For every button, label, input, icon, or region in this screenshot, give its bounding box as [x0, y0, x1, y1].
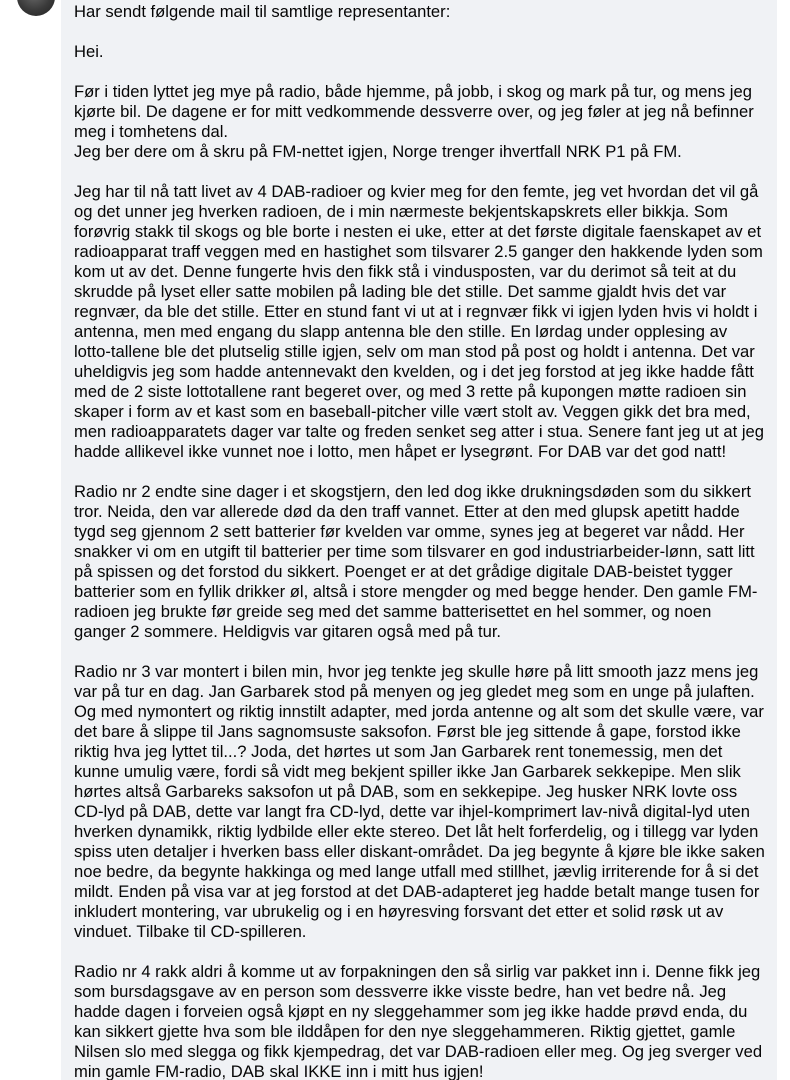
avatar[interactable]	[17, 0, 55, 16]
comment-paragraph: Før i tiden lyttet jeg mye på radio, både hjemme, på jobb, i skog og mark på tur, og mens jeg kjørte bil. De dagene er for mitt vedkommende dessverre over, og jeg føler at jeg nå befinner meg i tomhetens dal. Jeg ber dere om å skru på FM-nettet igjen, Norge trenger ihvertfall NRK P1 på FM.	[74, 82, 754, 161]
comment-paragraph-intro: Har sendt følgende mail til samtlige representanter:	[74, 2, 451, 21]
comment-bubble	[61, 0, 777, 1080]
comment-paragraph: Radio nr 2 endte sine dager i et skogstjern, den led dog ikke drukningsdøden som du sikkert tror. Neida, den var allerede død da den traff vannet. Etter at den med glupsk apetitt hadde tygd seg gjennom 2 sett batterier før kvelden var omme, synes jeg at begeret var nådd. Her snakker vi om en utgift til batterier per time som tilsvarer en god industriarbeider-lønn, satt litt på spissen og det forstod du sikkert. Poenget er at det grådige digitale DAB-beistet tygger batterier som en fyllik drikker øl, altså i store mengder og med begge hender. Den gamle FM-radioen jeg brukte før greide seg med det samme batterisettet en hel sommer, og noen ganger 2 sommere. Heldigvis var gitaren også med på tur.	[74, 482, 758, 641]
comment-paragraph: Radio nr 4 rakk aldri å komme ut av forpakningen den så sirlig var pakket inn i. Denne fikk jeg som bursdagsgave av en person som dessverre ikke visste bedre, han vet bedre nå. Jeg hadde dagen i forveien også kjøpt en ny sleggehammer som jeg ikke hadde prøvd enda, du kan sikkert gjette hva som ble ilddåpen for den nye sleggehammeren. Riktig gjettet, gamle Nilsen slo med slegga og fikk kjempedrag, det var DAB-radioen eller meg. Og jeg sverger ved min gamle FM-radio, DAB skal IKKE inn i mitt hus igjen!	[74, 962, 763, 1080]
comment-paragraph: Jeg har til nå tatt livet av 4 DAB-radioer og kvier meg for den femte, jeg vet hvordan det vil gå og det unner jeg hverken radioen, de i min nærmeste bekjentskapskrets eller bikkja. Som forøvrig stakk til skogs og ble borte i nesten ei uke, etter at det første digitale faenskapet av et radioapparat traff veggen med en hastighet som tilsvarer 2.5 ganger den hakkende lyden som kom ut av det. Denne fungerte hvis den fikk stå i vindusposten, var du derimot så teit at du skrudde på lyset eller satte mobilen på lading ble det stille. Det samme gjaldt hvis det var regnvær, da ble det stille. Etter en stund fant vi ut at i regnvær fikk vi igjen lyden hvis vi holdt i antenna, men med engang du slapp antenna ble den stille. En lørdag under opplesing av lotto-tallene ble det plutselig stille igjen, selv om man stod på post og holdt i antenna. Det var uheldigvis jeg som hadde antennevakt den kvelden, og i det jeg forstod at jeg ikke hadde fått med de 2 siste lottotallene rant begeret over, og med 3 rette på kupongen møtte radioen sin skaper i form av et kast som en baseball-pitcher ville vært stolt av. Veggen gikk det bra med, men radioapparatets dager var talte og freden senket seg atter i stua. Senere fant jeg ut at jeg hadde allikevel ikke vunnet noe i lotto, men håpet er lysegrønt. For DAB var det god natt!	[74, 182, 764, 461]
comment-paragraph: Radio nr 3 var montert i bilen min, hvor jeg tenkte jeg skulle høre på litt smooth jazz mens jeg var på tur en dag. Jan Garbarek stod på menyen og jeg gledet meg som en unge på julaften. Og med nymontert og riktig innstilt adapter, med jorda antenne og alt som det skulle være, var det bare å slippe til Jans sagnomsuste saksofon. Først ble jeg sittende å gape, forstod ikke riktig hva jeg lyttet til...? Joda, det hørtes ut som Jan Garbarek rent tonemessig, men det kunne umulig være, fordi så vidt meg bekjent spiller ikke Jan Garbarek sekkepipe. Men slik hørtes altså Garbareks saksofon ut på DAB, som en sekkepipe. Jeg husker NRK lovte oss CD-lyd på DAB, dette var langt fra CD-lyd, dette var ihjel-komprimert lav-nivå digital-lyd uten hverken dynamikk, riktig lydbilde eller ekte stereo. Det låt helt forferdelig, og i tillegg var lyden spiss uten detaljer i hverken bass eller diskant-området. Da jeg begynte å kjøre ble ikke saken noe bedre, da begynte hakkinga og med lange utfall med stillhet, jævlig irriterende for å si det mildt. Enden på visa var at jeg forstod at det DAB-adapteret jeg hadde betalt mange tusen for inkludert montering, var ubrukelig og i en høyresving forsvant det etter et solid røsk ut av vinduet. Tilbake til CD-spilleren.	[74, 662, 765, 941]
comment-paragraph-greeting: Hei.	[74, 42, 104, 61]
